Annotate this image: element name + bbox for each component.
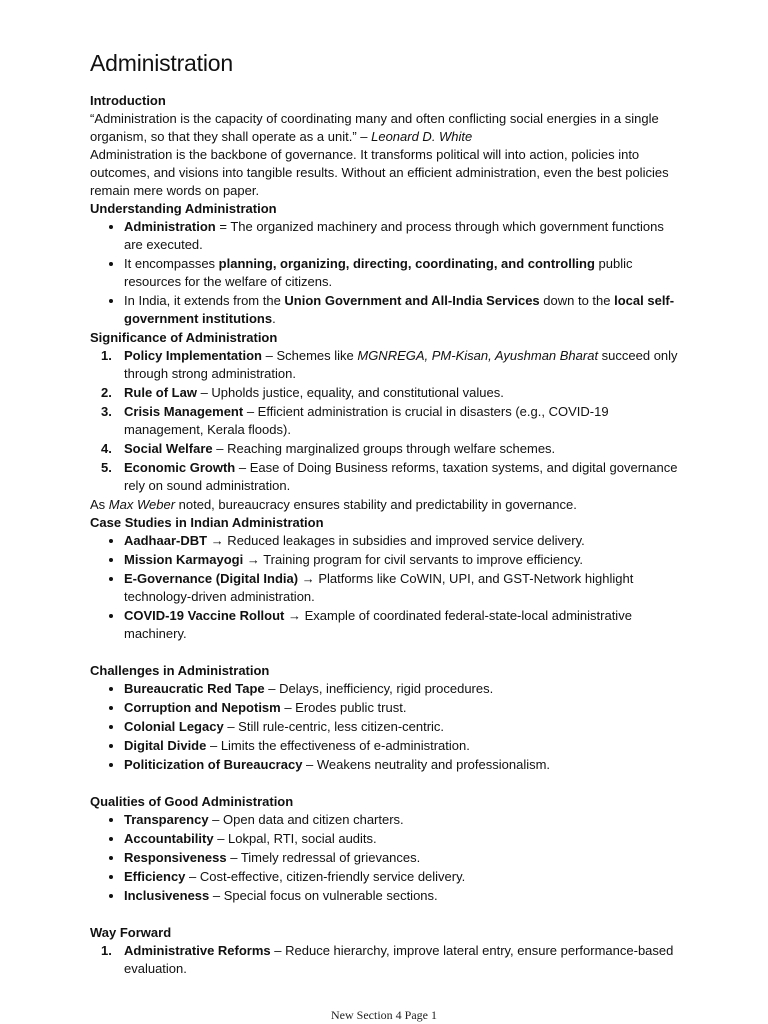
- page-footer: New Section 4 Page 1: [331, 1008, 437, 1022]
- list-item: [124, 849, 680, 867]
- heading-qualities: Qualities of Good Administration: [90, 794, 294, 809]
- term: Administration: [124, 219, 216, 234]
- text: As: [90, 497, 109, 512]
- page-title: Administration: [90, 50, 233, 76]
- case-studies-list: [90, 532, 680, 643]
- heading-way-forward: Way Forward: [90, 925, 172, 940]
- list-item: [124, 403, 680, 439]
- spacer: [90, 906, 680, 924]
- term: Politicization of Bureaucracy: [124, 757, 303, 772]
- text: noted, bureaucracy ensures stability and predictability in governance.: [175, 497, 577, 512]
- list-item: [124, 830, 680, 848]
- list-item: [124, 551, 680, 569]
- text: .: [272, 311, 276, 326]
- description: = The organized machinery and process through which government functions are executed.: [124, 219, 664, 252]
- term: Aadhaar-DBT: [124, 533, 208, 548]
- heading-significance: Significance of Administration: [90, 330, 278, 345]
- term: Efficiency: [124, 869, 186, 884]
- quote-author: Leonard D. White: [371, 129, 473, 144]
- term: Digital Divide: [124, 738, 207, 753]
- description: – Delays, inefficiency, rigid procedures.: [264, 681, 494, 696]
- spacer: [90, 775, 680, 793]
- description: – Erodes public trust.: [280, 700, 407, 715]
- scheme-names: MGNREGA, PM-Kisan, Ayushman Bharat: [357, 348, 599, 363]
- term: Social Welfare: [124, 441, 213, 456]
- description: – Timely redressal of grievances.: [226, 850, 421, 865]
- intro-paragraph: Administration is the backbone of governance. It transforms political will into action, policies into outcomes, and visions into tangible results. Without an efficient administration, even the best policies remain mere words on paper.: [90, 147, 669, 198]
- description: → Training program for civil servants to improve efficiency.: [243, 552, 584, 567]
- term: COVID-19 Vaccine Rollout: [124, 608, 285, 623]
- document-page: [90, 48, 680, 979]
- understanding-list: [90, 218, 680, 328]
- description: – Special focus on vulnerable sections.: [209, 888, 438, 903]
- description: → Reduced leakages in subsidies and improved service delivery.: [207, 533, 585, 548]
- text: – Upholds justice, equality, and constitutional values.: [196, 385, 504, 400]
- term: Corruption and Nepotism: [124, 700, 281, 715]
- list-item: [124, 868, 680, 886]
- text: – Schemes like: [261, 348, 358, 363]
- text: down to the: [539, 293, 615, 308]
- term: Policy Implementation: [124, 348, 262, 363]
- text: In India, it extends from the: [124, 293, 285, 308]
- heading-understanding: Understanding Administration: [90, 201, 277, 216]
- list-item: [124, 255, 680, 291]
- list-item: [124, 292, 680, 328]
- description: – Reduce hierarchy, improve lateral entry, ensure performance-based evaluation.: [124, 943, 674, 976]
- list-item: [124, 607, 680, 643]
- term: Union Government and All-India Services: [284, 293, 540, 308]
- text: – Efficient administration is crucial in disasters (e.g., COVID-19 management, Kerala floods).: [124, 404, 609, 437]
- list-item: [124, 532, 680, 550]
- description: – Lokpal, RTI, social audits.: [213, 831, 377, 846]
- description: – Open data and citizen charters.: [208, 812, 404, 827]
- description: → Example of coordinated federal-state-local administrative machinery.: [124, 608, 632, 641]
- term: Responsiveness: [124, 850, 227, 865]
- description: – Weakens neutrality and professionalism.: [302, 757, 551, 772]
- term: Colonial Legacy: [124, 719, 224, 734]
- term: Rule of Law: [124, 385, 197, 400]
- list-item: [124, 737, 680, 755]
- list-item: [124, 440, 680, 458]
- term: Mission Karmayogi: [124, 552, 244, 567]
- quote-text: “Administration is the capacity of coordinating many and often conflicting social energies in a single organism, so that they shall operate as a unit.” –: [90, 111, 659, 144]
- description: public resources for the welfare of citizens.: [124, 256, 633, 289]
- weber-name: Max Weber: [108, 497, 176, 512]
- list-item: [124, 887, 680, 905]
- significance-list: [90, 347, 680, 495]
- list-item: [124, 756, 680, 774]
- text: It encompasses: [124, 256, 219, 271]
- description: – Limits the effectiveness of e-administration.: [206, 738, 470, 753]
- list-item: [124, 680, 680, 698]
- heading-case-studies: Case Studies in Indian Administration: [90, 515, 324, 530]
- list-item: [124, 811, 680, 829]
- term: Accountability: [124, 831, 214, 846]
- spacer: [90, 644, 680, 662]
- list-item: [124, 718, 680, 736]
- term: local self-government institutions: [124, 293, 675, 326]
- term: Economic Growth: [124, 460, 236, 475]
- list-item: [124, 218, 680, 254]
- term: E-Governance (Digital India): [124, 571, 299, 586]
- text: – Reaching marginalized groups through welfare schemes.: [212, 441, 556, 456]
- term: Inclusiveness: [124, 888, 210, 903]
- list-item: [124, 459, 680, 495]
- term: Bureaucratic Red Tape: [124, 681, 265, 696]
- way-forward-list: [90, 942, 680, 978]
- list-item: [124, 699, 680, 717]
- text: – Ease of Doing Business reforms, taxation systems, and digital governance rely on sound administration.: [124, 460, 678, 493]
- term: Administrative Reforms: [124, 943, 271, 958]
- description: – Still rule-centric, less citizen-centric.: [223, 719, 445, 734]
- intro-quote: [90, 110, 680, 146]
- weber-note: [90, 496, 680, 514]
- term: Crisis Management: [124, 404, 244, 419]
- challenges-list: [90, 680, 680, 774]
- list-item: [124, 570, 680, 606]
- description: – Cost-effective, citizen-friendly service delivery.: [185, 869, 466, 884]
- heading-challenges: Challenges in Administration: [90, 663, 270, 678]
- description: → Platforms like CoWIN, UPI, and GST-Network highlight technology-driven administration.: [124, 571, 634, 604]
- term: planning, organizing, directing, coordinating, and controlling: [218, 256, 595, 271]
- heading-introduction: Introduction: [90, 93, 166, 108]
- list-item: [124, 384, 680, 402]
- qualities-list: [90, 811, 680, 905]
- list-item: [124, 347, 680, 383]
- text: succeed only through strong administration.: [124, 348, 678, 381]
- list-item: [124, 942, 680, 978]
- term: Transparency: [124, 812, 209, 827]
